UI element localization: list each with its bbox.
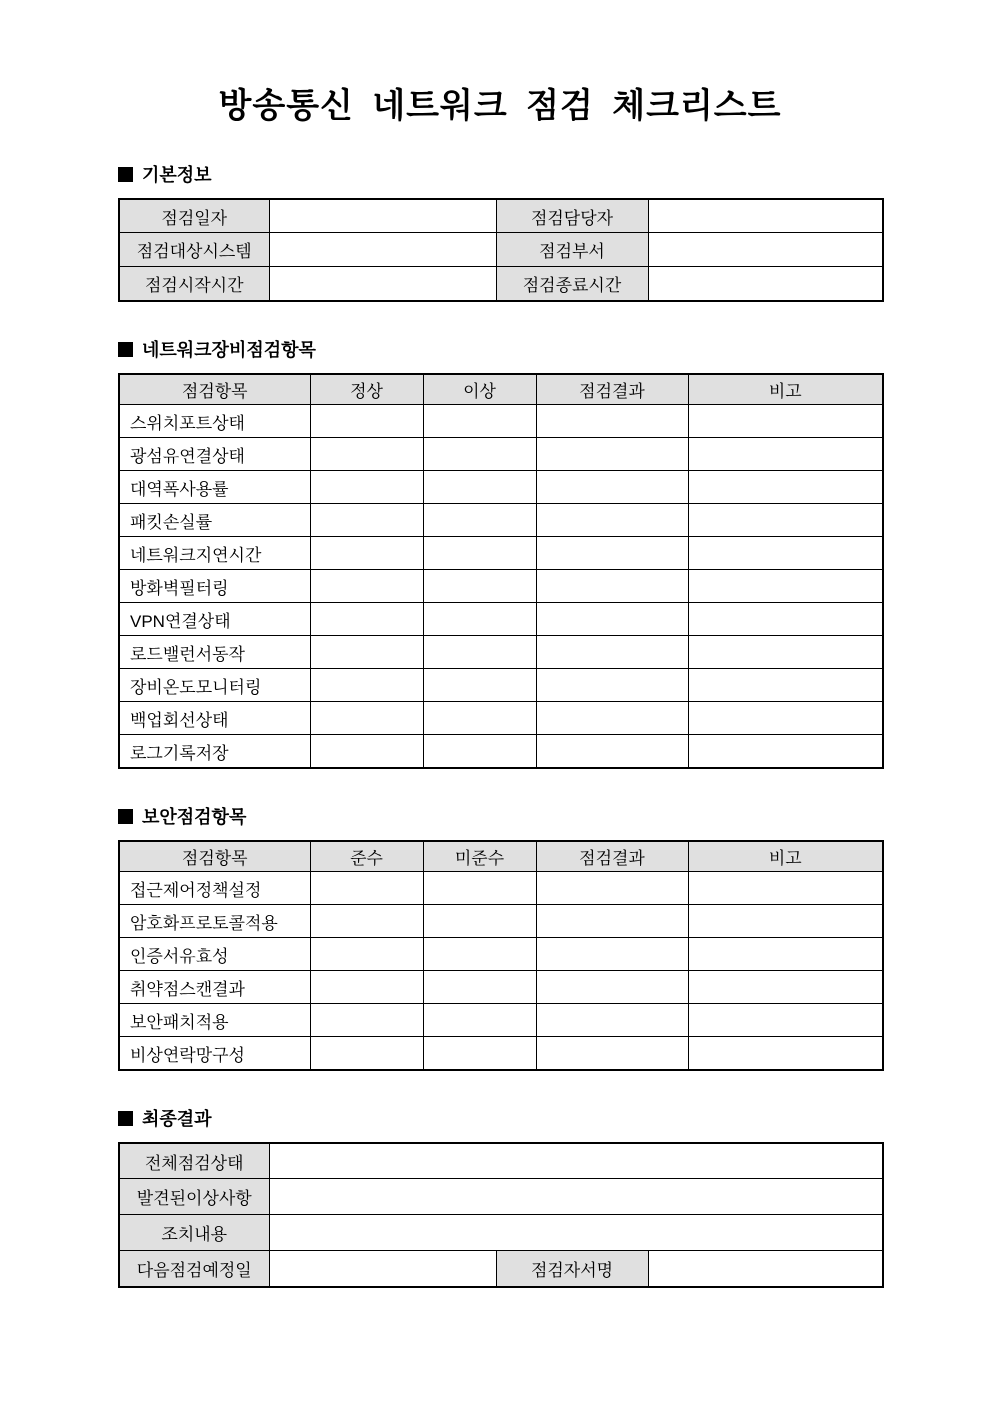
check-cell[interactable]	[310, 570, 423, 603]
section-heading-label: 네트워크장비점검항목	[142, 339, 316, 360]
check-cell[interactable]	[423, 669, 536, 702]
field-value-input[interactable]	[269, 267, 496, 301]
check-item-label: 백업회선상태	[119, 702, 310, 735]
basic-info-table	[118, 198, 884, 302]
field-label: 점검시작시간	[119, 267, 269, 301]
check-cell[interactable]	[536, 702, 688, 735]
check-cell[interactable]	[688, 1004, 883, 1037]
check-cell[interactable]	[688, 504, 883, 537]
table-row	[119, 1251, 883, 1287]
check-item-label: 로드밸런서동작	[119, 636, 310, 669]
table-row	[119, 1037, 883, 1070]
table-row	[119, 199, 883, 233]
check-cell[interactable]	[536, 537, 688, 570]
check-cell[interactable]	[536, 471, 688, 504]
check-cell[interactable]	[423, 636, 536, 669]
check-cell[interactable]	[423, 603, 536, 636]
table-row	[119, 1143, 883, 1179]
check-cell[interactable]	[536, 735, 688, 768]
table-row	[119, 735, 883, 768]
table-row	[119, 702, 883, 735]
check-cell[interactable]	[536, 405, 688, 438]
check-cell[interactable]	[310, 702, 423, 735]
field-label: 조치내용	[119, 1215, 269, 1251]
column-header: 준수	[310, 841, 423, 872]
table-row	[119, 971, 883, 1004]
check-cell[interactable]	[423, 438, 536, 471]
check-cell[interactable]	[310, 405, 423, 438]
check-cell[interactable]	[688, 905, 883, 938]
column-header: 이상	[423, 374, 536, 405]
field-label: 점검종료시간	[496, 267, 648, 301]
table-header-row	[119, 374, 883, 405]
check-cell[interactable]	[423, 938, 536, 971]
section-bullet-icon	[118, 342, 133, 357]
check-cell[interactable]	[310, 504, 423, 537]
check-cell[interactable]	[688, 570, 883, 603]
field-value-input[interactable]	[269, 1179, 883, 1215]
check-cell[interactable]	[310, 438, 423, 471]
table-row	[119, 603, 883, 636]
check-cell[interactable]	[423, 1004, 536, 1037]
field-label: 전체점검상태	[119, 1143, 269, 1179]
check-item-label: VPN연결상태	[119, 603, 310, 636]
final-result-table	[118, 1142, 884, 1288]
table-row	[119, 405, 883, 438]
field-label: 다음점검예정일	[119, 1251, 269, 1287]
check-cell[interactable]	[536, 570, 688, 603]
table-row	[119, 938, 883, 971]
check-cell[interactable]	[310, 971, 423, 1004]
check-cell[interactable]	[536, 669, 688, 702]
column-header: 점검항목	[119, 374, 310, 405]
field-value-input[interactable]	[648, 267, 883, 301]
check-item-label: 인증서유효성	[119, 938, 310, 971]
check-item-label: 로그기록저장	[119, 735, 310, 768]
check-cell[interactable]	[536, 438, 688, 471]
check-item-label: 취약점스캔결과	[119, 971, 310, 1004]
table-row	[119, 872, 883, 905]
field-label: 발견된이상사항	[119, 1179, 269, 1215]
check-item-label: 보안패치적용	[119, 1004, 310, 1037]
check-item-label: 스위치포트상태	[119, 405, 310, 438]
check-cell[interactable]	[310, 471, 423, 504]
field-value-input[interactable]	[648, 199, 883, 233]
table-row	[119, 669, 883, 702]
check-cell[interactable]	[423, 1037, 536, 1070]
column-header: 비고	[688, 841, 883, 872]
field-value-input[interactable]	[648, 233, 883, 267]
section-heading-label: 최종결과	[142, 1108, 212, 1129]
section-bullet-icon	[118, 809, 133, 824]
check-cell[interactable]	[536, 905, 688, 938]
check-cell[interactable]	[688, 669, 883, 702]
section-bullet-icon	[118, 167, 133, 182]
field-label: 점검자서명	[496, 1251, 648, 1287]
check-cell[interactable]	[688, 1037, 883, 1070]
field-label: 점검대상시스템	[119, 233, 269, 267]
check-cell[interactable]	[423, 971, 536, 1004]
check-item-label: 암호화프로토콜적용	[119, 905, 310, 938]
check-item-label: 네트워크지연시간	[119, 537, 310, 570]
table-row	[119, 471, 883, 504]
check-cell[interactable]	[536, 872, 688, 905]
check-cell[interactable]	[536, 636, 688, 669]
table-row	[119, 438, 883, 471]
check-cell[interactable]	[310, 537, 423, 570]
column-header: 미준수	[423, 841, 536, 872]
table-row	[119, 267, 883, 301]
check-cell[interactable]	[310, 636, 423, 669]
check-item-label: 장비온도모니터링	[119, 669, 310, 702]
column-header: 점검결과	[536, 374, 688, 405]
check-cell[interactable]	[688, 938, 883, 971]
check-cell[interactable]	[310, 872, 423, 905]
check-cell[interactable]	[423, 537, 536, 570]
column-header: 비고	[688, 374, 883, 405]
check-cell[interactable]	[423, 702, 536, 735]
check-item-label: 접근제어정책설정	[119, 872, 310, 905]
check-item-label: 방화벽필터링	[119, 570, 310, 603]
table-row	[119, 1004, 883, 1037]
check-cell[interactable]	[310, 669, 423, 702]
table-row	[119, 905, 883, 938]
check-cell[interactable]	[536, 938, 688, 971]
column-header: 점검항목	[119, 841, 310, 872]
section-heading-basic-info	[118, 164, 882, 186]
check-item-label: 패킷손실률	[119, 504, 310, 537]
table-row	[119, 570, 883, 603]
check-cell[interactable]	[688, 471, 883, 504]
check-item-label: 대역폭사용률	[119, 471, 310, 504]
column-header: 정상	[310, 374, 423, 405]
field-label: 점검담당자	[496, 199, 648, 233]
column-header: 점검결과	[536, 841, 688, 872]
check-cell[interactable]	[310, 1004, 423, 1037]
section-bullet-icon	[118, 1111, 133, 1126]
check-cell[interactable]	[310, 735, 423, 768]
check-cell[interactable]	[688, 438, 883, 471]
network-check-table	[118, 373, 884, 769]
section-heading-security	[118, 806, 882, 828]
field-value-input[interactable]	[269, 199, 496, 233]
check-cell[interactable]	[688, 537, 883, 570]
check-cell[interactable]	[688, 636, 883, 669]
table-row	[119, 504, 883, 537]
field-value-input[interactable]	[269, 233, 496, 267]
field-value-input[interactable]	[269, 1251, 496, 1287]
table-row	[119, 1215, 883, 1251]
check-cell[interactable]	[688, 603, 883, 636]
section-heading-label: 보안점검항목	[142, 806, 247, 827]
check-cell[interactable]	[536, 603, 688, 636]
check-cell[interactable]	[423, 872, 536, 905]
table-header-row	[119, 841, 883, 872]
check-cell[interactable]	[688, 971, 883, 1004]
check-cell[interactable]	[423, 735, 536, 768]
table-row	[119, 233, 883, 267]
check-cell[interactable]	[688, 735, 883, 768]
check-cell[interactable]	[688, 405, 883, 438]
check-cell[interactable]	[310, 1037, 423, 1070]
check-item-label: 광섬유연결상태	[119, 438, 310, 471]
field-label: 점검부서	[496, 233, 648, 267]
check-cell[interactable]	[423, 905, 536, 938]
check-cell[interactable]	[423, 504, 536, 537]
section-heading-label: 기본정보	[142, 164, 212, 185]
check-cell[interactable]	[310, 938, 423, 971]
table-row	[119, 636, 883, 669]
check-cell[interactable]	[536, 1037, 688, 1070]
field-label: 점검일자	[119, 199, 269, 233]
section-heading-network	[118, 339, 882, 361]
table-row	[119, 537, 883, 570]
check-cell[interactable]	[310, 603, 423, 636]
table-row	[119, 1179, 883, 1215]
field-value-input[interactable]	[269, 1215, 883, 1251]
check-cell[interactable]	[423, 405, 536, 438]
field-value-input[interactable]	[269, 1143, 883, 1179]
page-title: 방송통신 네트워크 점검 체크리스트	[218, 87, 782, 125]
field-value-input[interactable]	[648, 1251, 883, 1287]
security-check-table	[118, 840, 884, 1071]
check-cell[interactable]	[310, 905, 423, 938]
check-item-label: 비상연락망구성	[119, 1037, 310, 1070]
check-cell[interactable]	[423, 471, 536, 504]
check-cell[interactable]	[536, 1004, 688, 1037]
check-cell[interactable]	[688, 872, 883, 905]
check-cell[interactable]	[688, 702, 883, 735]
check-cell[interactable]	[536, 504, 688, 537]
check-cell[interactable]	[536, 971, 688, 1004]
section-heading-final-result	[118, 1108, 882, 1130]
check-cell[interactable]	[423, 570, 536, 603]
